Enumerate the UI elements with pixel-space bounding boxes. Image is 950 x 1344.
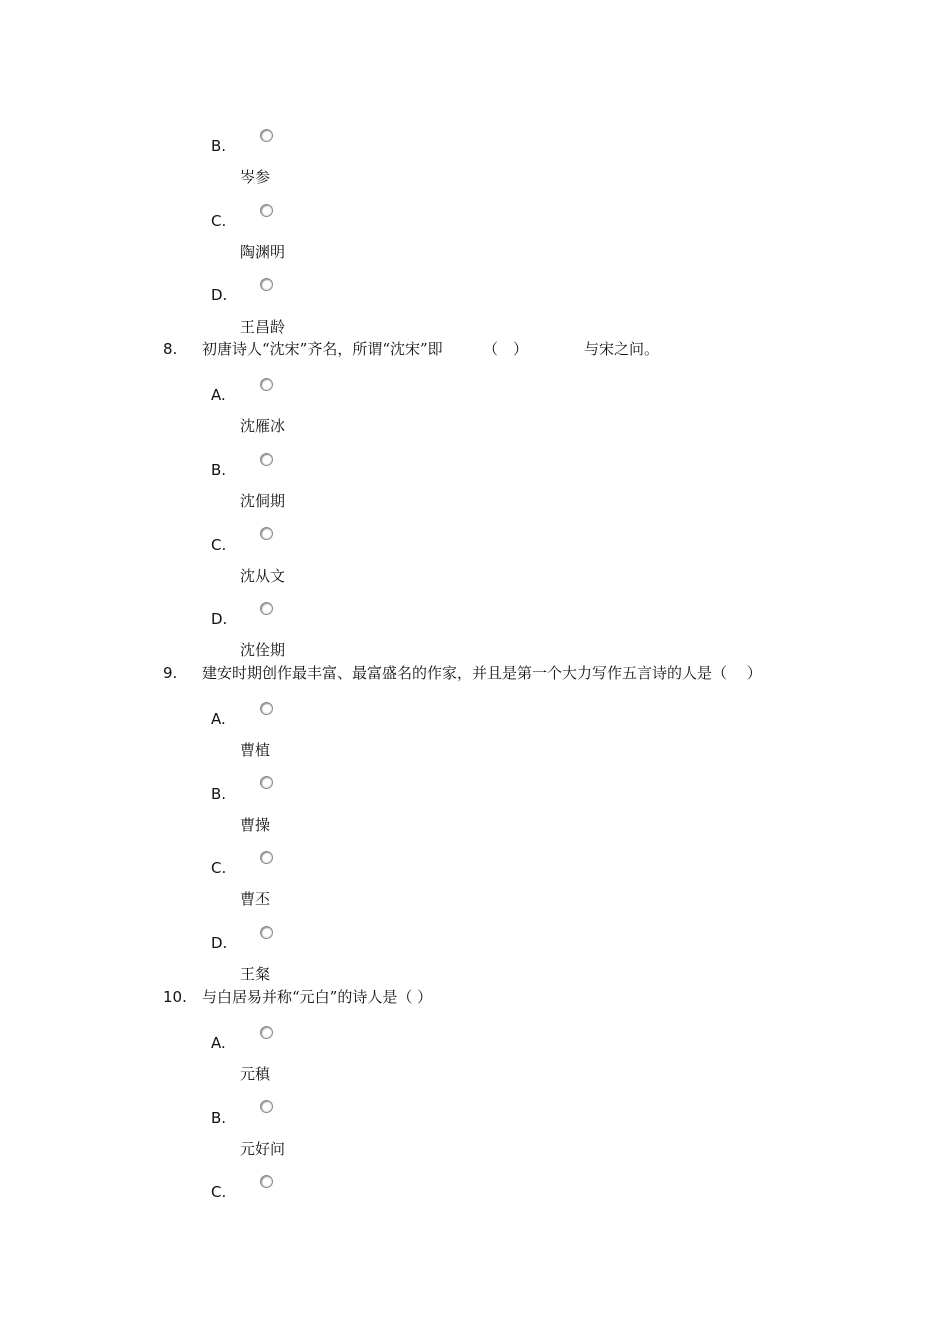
option-radio-q8-d[interactable] bbox=[260, 602, 273, 615]
option-letter: B. bbox=[211, 785, 227, 803]
option-letter: C. bbox=[211, 212, 227, 230]
option-letter: B. bbox=[211, 137, 227, 155]
option-radio-q9-b[interactable] bbox=[260, 776, 273, 789]
option-text: 岑参 bbox=[240, 168, 271, 186]
option-letter: A. bbox=[211, 710, 226, 728]
option-letter: D. bbox=[211, 286, 228, 304]
question-stem: 初唐诗人“沈宋”齐名，所谓“沈宋”即 bbox=[202, 340, 443, 358]
question-number: 9. bbox=[163, 664, 178, 682]
option-text: 陶渊明 bbox=[240, 243, 286, 261]
option-text: 曹操 bbox=[240, 816, 271, 834]
option-text: 元稹 bbox=[240, 1065, 271, 1083]
question-number: 10. bbox=[163, 988, 187, 1006]
question-stem: 与白居易并称“元白”的诗人是（ ） bbox=[202, 988, 433, 1006]
option-text: 沈侗期 bbox=[240, 492, 286, 510]
option-letter: C. bbox=[211, 536, 227, 554]
option-radio-q9-c[interactable] bbox=[260, 851, 273, 864]
option-radio-q8-c[interactable] bbox=[260, 527, 273, 540]
question-number: 8. bbox=[163, 340, 178, 358]
option-letter: D. bbox=[211, 610, 228, 628]
option-letter: B. bbox=[211, 1109, 227, 1127]
question-stem-end: 与宋之问。 bbox=[584, 340, 660, 358]
option-radio-q9-a[interactable] bbox=[260, 702, 273, 715]
option-text: 沈佺期 bbox=[240, 641, 286, 659]
option-radio-q10-a[interactable] bbox=[260, 1026, 273, 1039]
option-letter: C. bbox=[211, 1183, 227, 1201]
option-radio-q7-c[interactable] bbox=[260, 204, 273, 217]
option-letter: A. bbox=[211, 386, 226, 404]
option-text: 曹植 bbox=[240, 741, 271, 759]
option-text: 沈雁冰 bbox=[240, 417, 286, 435]
option-letter: B. bbox=[211, 461, 227, 479]
option-text: 王粲 bbox=[240, 965, 271, 983]
option-radio-q8-b[interactable] bbox=[260, 453, 273, 466]
option-letter: C. bbox=[211, 859, 227, 877]
option-letter: A. bbox=[211, 1034, 226, 1052]
option-text: 曹丕 bbox=[240, 890, 271, 908]
option-radio-q9-d[interactable] bbox=[260, 926, 273, 939]
option-radio-q10-b[interactable] bbox=[260, 1100, 273, 1113]
option-radio-q8-a[interactable] bbox=[260, 378, 273, 391]
option-radio-q10-c[interactable] bbox=[260, 1175, 273, 1188]
option-text: 沈从文 bbox=[240, 567, 286, 585]
option-radio-q7-b[interactable] bbox=[260, 129, 273, 142]
question-blank: （ ） bbox=[483, 340, 529, 358]
option-text: 元好问 bbox=[240, 1140, 286, 1158]
question-stem: 建安时期创作最丰富、最富盛名的作家，并且是第一个大力写作五言诗的人是（ ） bbox=[202, 664, 762, 682]
option-letter: D. bbox=[211, 934, 228, 952]
option-radio-q7-d[interactable] bbox=[260, 278, 273, 291]
option-text: 王昌龄 bbox=[240, 318, 286, 336]
